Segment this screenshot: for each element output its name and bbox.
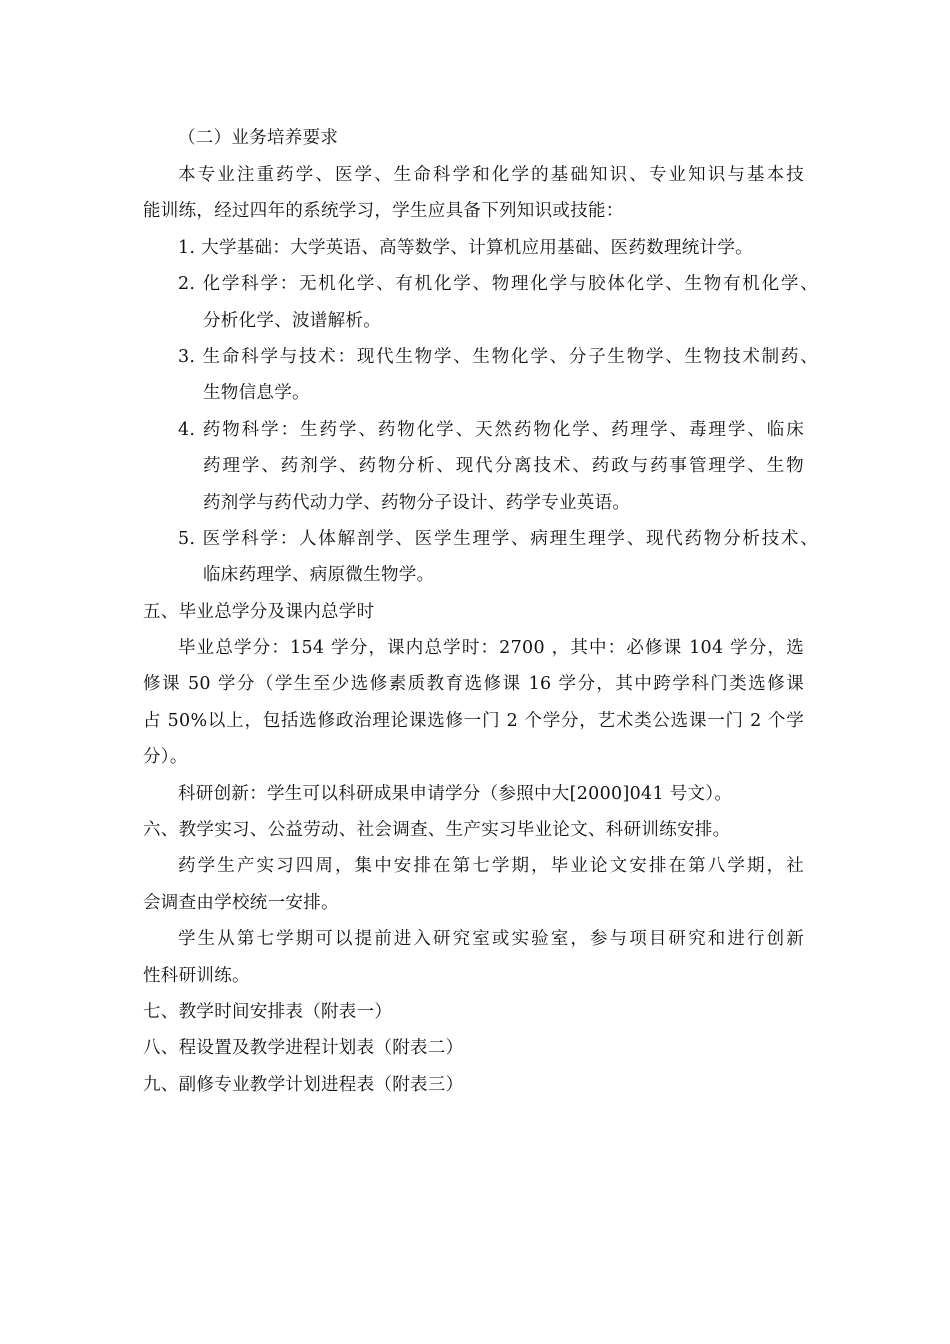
research-training-line-1: 学生从第七学期可以提前进入研究室或实验室，参与项目研究和进行创新: [178, 929, 804, 949]
credits-line-3: 占 50%以上，包括选修政治理论课选修一门 2 个学分，艺术类公选课一门 2 个学: [143, 711, 804, 731]
training-intro-line-1: 本专业注重药学、医学、生命科学和化学的基础知识、专业知识与基本技: [178, 165, 804, 185]
section-8-heading: 八、程设置及教学进程计划表（附表二）: [143, 1038, 464, 1058]
knowledge-item-4-line-2: 药理学、药剂学、药物分析、现代分离技术、药政与药事管理学、生物: [203, 456, 804, 476]
knowledge-item-4-line-1: 4. 药物科学：生药学、药物化学、天然药物化学、药理学、毒理学、临床: [178, 420, 804, 440]
knowledge-item-2-line-1: 2. 化学科学：无机化学、有机化学、物理化学与胶体化学、生物有机化学、: [178, 274, 818, 294]
internship-line-1: 药学生产实习四周，集中安排在第七学期，毕业论文安排在第八学期，社: [178, 856, 804, 876]
knowledge-item-5-line-1: 5. 医学科学：人体解剖学、医学生理学、病理生理学、现代药物分析技术、: [178, 529, 818, 549]
credits-line-2: 修课 50 学分（学生至少选修素质教育选修课 16 学分，其中跨学科门类选修课: [143, 674, 804, 694]
knowledge-item-3-line-2: 生物信息学。: [203, 383, 310, 403]
knowledge-item-1: 1. 大学基础：大学英语、高等数学、计算机应用基础、医药数理统计学。: [178, 238, 753, 258]
knowledge-item-4-line-3: 药剂学与药代动力学、药物分子设计、药学专业英语。: [203, 493, 631, 513]
training-intro-line-2: 能训练，经过四年的系统学习，学生应具备下列知识或技能：: [143, 201, 624, 221]
knowledge-item-2-line-2: 分析化学、波谱解析。: [203, 311, 381, 331]
section-9-heading: 九、副修专业教学计划进程表（附表三）: [143, 1075, 464, 1095]
research-credit-note: 科研创新：学生可以科研成果申请学分（参照中大[2000]041 号文）。: [178, 784, 733, 804]
credits-line-4: 分）。: [143, 747, 188, 767]
internship-line-2: 会调查由学校统一安排。: [143, 893, 339, 913]
credits-line-1: 毕业总学分：154 学分，课内总学时：2700 ，其中：必修课 104 学分，选: [178, 638, 804, 658]
knowledge-item-3-line-1: 3. 生命科学与技术：现代生物学、生物化学、分子生物学、生物技术制药、: [178, 347, 818, 367]
section-6-heading: 六、教学实习、公益劳动、社会调查、生产实习毕业论文、科研训练安排。: [143, 820, 731, 840]
knowledge-item-5-line-2: 临床药理学、病原微生物学。: [203, 565, 435, 585]
section-title-training: （二）业务培养要求: [178, 128, 339, 148]
section-7-heading: 七、教学时间安排表（附表一）: [143, 1002, 393, 1022]
research-training-line-2: 性科研训练。: [143, 966, 250, 986]
section-5-heading: 五、毕业总学分及课内总学时: [143, 602, 375, 622]
